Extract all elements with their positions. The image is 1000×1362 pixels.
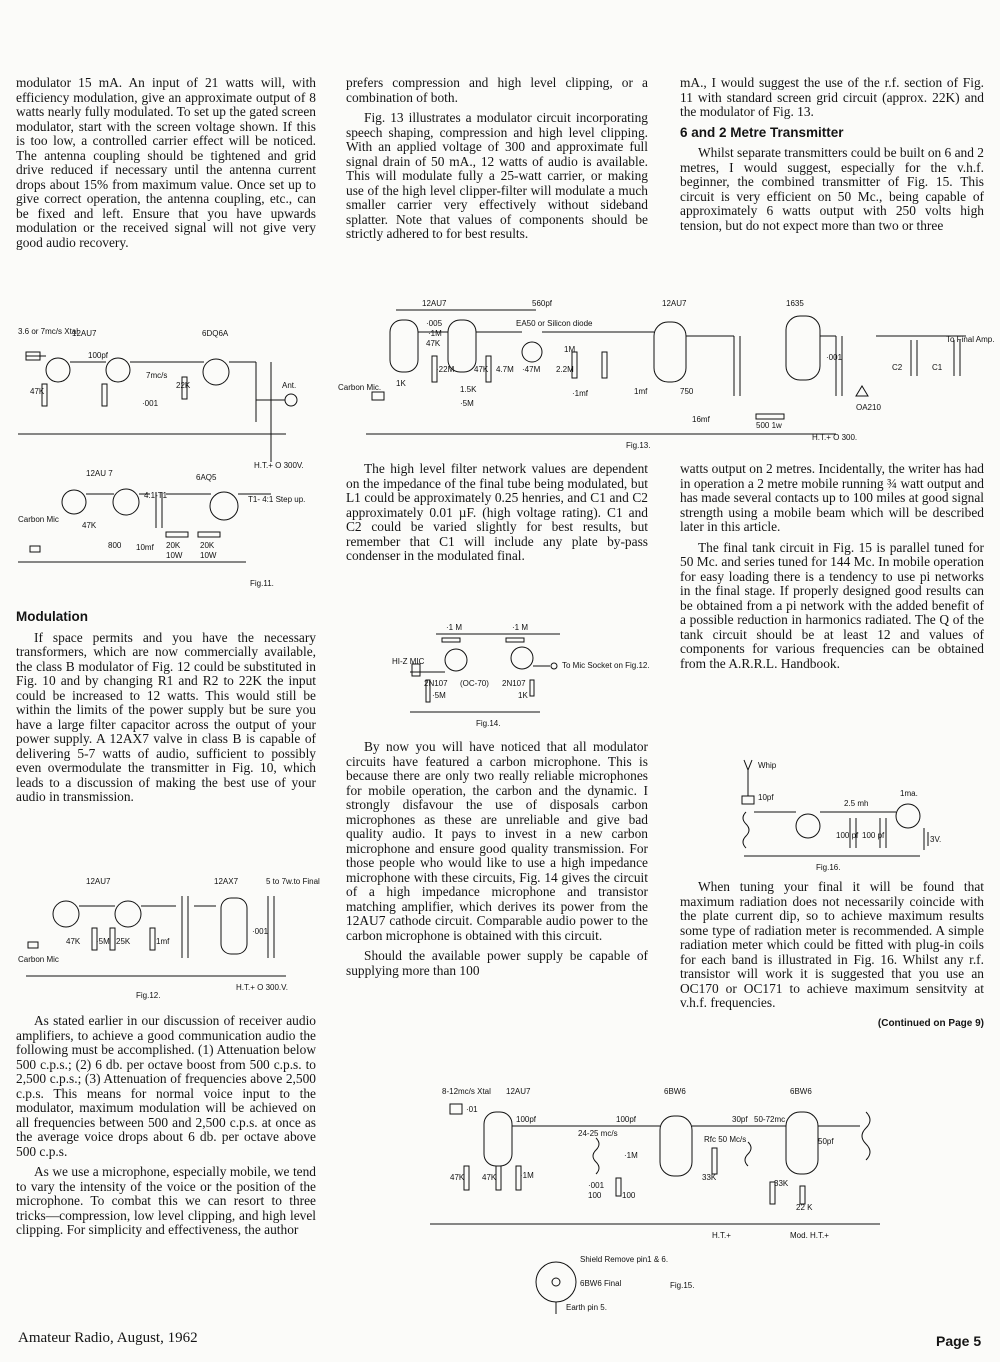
fig13-label-22m: ·22M bbox=[436, 365, 455, 374]
fig11-label-10mf: 10mf bbox=[136, 543, 154, 552]
fig11-label-cap: 100pf bbox=[88, 351, 109, 360]
col1-paragraph-2: If space permits and you have the necessary transformers, which are now commercially available, the class B modulator of Fig. 12 could be substituted in Fig. 10 and by changing R1 and R2 to 22K the input could be increased to 12 watts. This would still be within the limits of the power supply but be sure you have a large filter capacitor across the output of your power supply. A 12AX7 valve in class B is capable of delivering 5-7 watts of audio, sufficient to possibly even overmodulate the transmitter in Fig. 10, which leads to a discussion of making the best use of your audio in transmission. bbox=[16, 629, 316, 804]
fig11-label-r1: 47K bbox=[30, 387, 45, 396]
figure-16 bbox=[730, 756, 950, 874]
fig15-label-modht: Mod. H.T.+ bbox=[790, 1231, 829, 1240]
fig11-label-800: 800 bbox=[108, 541, 122, 550]
col2-paragraph-3: The high level filter network values are dependent on the impedance of the final tube being modulated, but L1 could be approximately 0.25 henries, and C1 and C2 approximately 0.01 µF. (high voltage rating). C1 and C2 could be varied slightly for best results, but remember that C1 will include any plate by-pass condenser in the modulated final. bbox=[346, 461, 648, 563]
fig11-label-ant: Ant. bbox=[282, 381, 297, 390]
fig16-label-100pf-a: 100 pf bbox=[836, 831, 859, 840]
fig13-label-1mf2: 1mf bbox=[634, 387, 648, 396]
fig11-label-22k: 22K bbox=[176, 381, 191, 390]
fig11-label-20k-b: 20K bbox=[200, 541, 215, 550]
fig15-label-100pf-a: 100pf bbox=[516, 1115, 537, 1124]
fig15-label-100-a: 100 bbox=[588, 1191, 602, 1200]
fig13-label-47k: 47K bbox=[426, 339, 441, 348]
fig13-label-750: 750 bbox=[680, 387, 694, 396]
col2-paragraph-4: By now you will have noticed that all modulator circuits have featured a carbon microphone. This is because there are only two really reliable microphones for mobile operation, the carbon and the dynamic. I strongly disfavour the use of disposals carbon microphones as these are unreliable and give bad quality audio. It pays to invest in a new carbon microphone and ensure good quality transmission. For those people who would like to use a high impedance microphone with these circuits, Fig. 14 gives the circuit of a high impedance microphone and transistor matching amplifier, which derives its power from the 12AU7 cathode circuit. Comparable audio power to the carbon microphone is obtained with this circuit. bbox=[346, 739, 648, 943]
fig15-label-rfc: Rfc 50 Mc/s bbox=[704, 1135, 747, 1144]
fig12-label-carbon: Carbon Mic bbox=[18, 955, 59, 964]
fig16-label-3v: 3V. bbox=[930, 835, 942, 844]
fig11-label-tube1: 12AU7 bbox=[72, 329, 97, 338]
fig11-caption: Fig.11. bbox=[250, 579, 274, 588]
fig14-caption: Fig.14. bbox=[476, 719, 501, 728]
fig11-label-001: ·001 bbox=[142, 399, 159, 408]
col3-paragraph-3: watts output on 2 metres. Incidentally, the writer has had in operation a 2 metre mobile running ¾ watt output and has made several contacts up to 100 miles at good signal strength using a mobile beam which will be described later in this article. bbox=[680, 461, 984, 534]
fig14-label-2n107-a: 2N107 bbox=[424, 679, 448, 688]
col2-paragraph-2: Fig. 13 illustrates a modulator circuit incorporating speech shaping, compression and high level clipping. With an applied voltage of 300 and approximate full signal drain of 50 mA., 12 watts of audio is available. This will modulate fully a 25-watt carrier, or making use of the high level clipper-filter will modulate a much smaller carrier very effectively without sideband splatter. Note that values of components should be strictly adhered to for best results. bbox=[346, 110, 648, 241]
fig13-label-tube1: 12AU7 bbox=[422, 299, 447, 308]
figure-12 bbox=[16, 872, 320, 1004]
fig11-label-t1: 4.1-T1 bbox=[144, 491, 168, 500]
fig15-label-100-b: 100 bbox=[622, 1191, 636, 1200]
fig14-label-1m-a: ·1 M bbox=[446, 623, 462, 632]
col1-paragraph-3: As stated earlier in our discussion of receiver audio amplifiers, to achieve a good communication audio the following must be accomplished. (1) Attenuation below 500 c.p.s.; (2) 6 db. per octave boost from 500 c.p.s. to 2,500 c.p.s.; (3) Attenuation of frequencies above 2,500 c.p.s. This means for normal voice input to the modulator, maximum modulation will be achieved on all frequencies between 500 and 2,500 c.p.s. at once as the average voice drops about 6 db. per octave above 500 c.p.s. bbox=[16, 1013, 316, 1159]
column-2-middle bbox=[346, 462, 648, 570]
fig15-label-33k-b: 33K bbox=[774, 1179, 789, 1188]
figure-15 bbox=[420, 1082, 900, 1324]
fig15-label-shield: Shield Remove pin1 & 6. bbox=[580, 1255, 669, 1264]
fig11-label-stepup: T1- 4:1 Step up. bbox=[248, 495, 306, 504]
fig13-label-16mf: 16mf bbox=[692, 415, 710, 424]
fig16-label-10pf: 10pf bbox=[758, 793, 774, 802]
fig13-label-005: ·005 bbox=[426, 319, 443, 328]
fig14-label-2n107-b: 2N107 bbox=[502, 679, 526, 688]
fig11-label-tube2: 6DQ6A bbox=[202, 329, 229, 338]
fig13-label-47m: 4.7M bbox=[496, 365, 514, 374]
fig13-label-carbon: Carbon Mic. bbox=[338, 383, 382, 392]
fig13-label-1mf: ·1mf bbox=[572, 389, 588, 398]
fig12-label-001: ·001 bbox=[252, 927, 269, 936]
footer-page-number: Page 5 bbox=[936, 1333, 982, 1349]
fig12-label-final: 5 to 7w.to Final bbox=[266, 877, 320, 886]
col1-paragraph-1: modulator 15 mA. An input of 21 watts will, with efficiency modulation, give an approximate output of 8 watts nearly fully modulated. To set up the gated screen modulator, start with the screen voltage shown. If this is too low, a controlled carrier effect will be noticed. The antenna coupling should be tightened and grid drive reduced if necessary until the antenna current drops about 15% from maximum value. Once set up to give correct operation, the antenna coupling, etc., can be fixed and left. Ensure that you have upwards modulation or the received signal will not give very good audio recovery. bbox=[16, 75, 316, 250]
column-2-top bbox=[346, 76, 648, 248]
fig15-label-001: ·001 bbox=[588, 1181, 605, 1190]
column-1-bottom bbox=[16, 1014, 316, 1244]
fig14-label-oc70: (OC-70) bbox=[460, 679, 489, 688]
fig16-label-whip: Whip bbox=[758, 761, 777, 770]
fig13-label-tube2: 12AU7 bbox=[662, 299, 687, 308]
fig13-label-ht: H.T.+ O 300. bbox=[812, 433, 858, 442]
fig15-label-xtal: 8-12mc/s Xtal bbox=[442, 1087, 491, 1096]
fig15-label-01: ·01 bbox=[466, 1105, 478, 1114]
col3-paragraph-4: The final tank circuit in Fig. 15 is parallel tuned for 50 Mc. and series tuned for 144 Mc. In mobile operation for easy loading there is a tendency to use pi networks in the final stage. If properly designed good results can be obtained from a pi network with the added benefit of a possible reduction in harmonics radiated. The Q of the tank circuit should be at least 12 and values of components for various frequencies can be obtained from the A.R.R.L. Handbook. bbox=[680, 539, 984, 671]
figure-13 bbox=[336, 296, 995, 456]
fig15-label-47k-b: 47K bbox=[482, 1173, 497, 1182]
column-1 bbox=[16, 76, 316, 256]
fig15-label-33k-a: 33K bbox=[702, 1173, 717, 1182]
fig13-label-047m: ·47M bbox=[522, 365, 541, 374]
fig11-label-10w-b: 10W bbox=[200, 551, 217, 560]
fig11-label-47k: 47K bbox=[82, 521, 97, 530]
fig14-label-socket: To Mic Socket on Fig.12. bbox=[562, 661, 650, 670]
fig12-label-1mf: 1mf bbox=[156, 937, 170, 946]
fig14-label-mic: HI-Z MIC bbox=[392, 657, 425, 666]
fig13-label-c2: C2 bbox=[892, 363, 903, 372]
fig12-caption: Fig.12. bbox=[136, 991, 161, 1000]
fig13-label-1m2: 1M bbox=[564, 345, 576, 354]
fig15-label-ht: H.T.+ bbox=[712, 1231, 731, 1240]
column-3-top bbox=[680, 76, 984, 239]
fig13-label-5m: ·5M bbox=[460, 399, 474, 408]
fig12-label-ht: H.T.+ O 300.V. bbox=[236, 983, 288, 992]
col3-paragraph-1: mA., I would suggest the use of the r.f. section of Fig. 11 with standard screen grid circuit (approx. 22K) and the modulator of Fig. 13. bbox=[680, 75, 984, 119]
fig14-label-1k: 1K bbox=[518, 691, 528, 700]
fig15-label-6bw6-b: 6BW6 bbox=[790, 1087, 812, 1096]
fig13-label-oa210: OA210 bbox=[856, 403, 881, 412]
col3-heading-transmitter: 6 and 2 Metre Transmitter bbox=[680, 124, 844, 140]
fig15-label-47k-a: 47K bbox=[450, 1173, 465, 1182]
fig11-label-12au7: 12AU 7 bbox=[86, 469, 113, 478]
fig15-label-6bw6-a: 6BW6 bbox=[664, 1087, 686, 1096]
fig12-label-5m: ·5M bbox=[96, 937, 110, 946]
fig12-label-12ax7: 12AX7 bbox=[214, 877, 239, 886]
fig15-label-50pf: 50pf bbox=[818, 1137, 834, 1146]
fig13-label-001: ·001 bbox=[826, 353, 843, 362]
fig13-label-c1: C1 bbox=[932, 363, 943, 372]
column-1-lower bbox=[16, 608, 316, 811]
fig15-label-earth: Earth pin 5. bbox=[566, 1303, 607, 1312]
fig13-label-15k: 1.5K bbox=[460, 385, 477, 394]
fig12-label-47k: 47K bbox=[66, 937, 81, 946]
fig13-label-47k2: 47K bbox=[474, 365, 489, 374]
fig14-label-1m-b: ·1 M bbox=[512, 623, 528, 632]
column-2-bottom bbox=[346, 740, 648, 984]
fig13-label-22m2: 2.2M bbox=[556, 365, 574, 374]
col2-paragraph-5: Should the available power supply be capable of supplying more than 100 bbox=[346, 948, 648, 978]
fig16-label-25mh: 2.5 mh bbox=[844, 799, 869, 808]
fig12-label-12au7: 12AU7 bbox=[86, 877, 111, 886]
fig15-label-22k: 22 K bbox=[796, 1203, 813, 1212]
fig15-label-12au7: 12AU7 bbox=[506, 1087, 531, 1096]
col3-paragraph-5: When tuning your final it will be found that maximum radiation does not necessarily coincide with the plate current dip, so to achieve maximum results some type of radiation meter is recommended. A simple radiation meter which could be fitted with plug-in coils for each band is illustrated in Fig. 16. Whilst any r.f. transistor will work it is suggested that you use an OC170 or OC171 to achieve maximum sensitvity at v.h.f. frequencies. bbox=[680, 879, 984, 1010]
fig11-label-7mc: 7mc/s bbox=[146, 371, 168, 380]
fig14-label-5m: ·5M bbox=[432, 691, 446, 700]
figure-14 bbox=[390, 616, 650, 732]
fig11-label-20k-a: 20K bbox=[166, 541, 181, 550]
fig15-label-24mc: 24-25 mc/s bbox=[578, 1129, 618, 1138]
footer-publication: Amateur Radio, August, 1962 bbox=[18, 1330, 198, 1346]
fig13-label-final: To Final Amp. bbox=[946, 335, 995, 344]
col2-paragraph-1: prefers compression and high level clipping, or a combination of both. bbox=[346, 75, 648, 105]
fig16-caption: Fig.16. bbox=[816, 863, 841, 872]
col3-paragraph-2: Whilst separate transmitters could be built on 6 and 2 metres, I would suggest, especially for the v.h.f. beginner, the combined transmitter of Fig. 15. This circuit is very efficient on 50 Mc., being capable of approximately 6 watts output with 250 volts high tension, but do not expect more than two or three bbox=[680, 145, 984, 233]
fig15-label-final: 6BW6 Final bbox=[580, 1279, 622, 1288]
column-3-middle bbox=[680, 462, 984, 677]
fig15-label-50mc: 50-72mc bbox=[754, 1115, 786, 1124]
col1-paragraph-4: As we use a microphone, especially mobile, we tend to vary the intensity of the voice or the position of the microphone. To combat this we can resort to three tricks—compression, low level clipping, and high level clipping. For simplicity and effectiveness, the author bbox=[16, 1164, 316, 1237]
fig13-label-500: 500 1w bbox=[756, 421, 782, 430]
figure-11 bbox=[16, 322, 316, 592]
column-3-bottom bbox=[680, 880, 984, 1031]
col1-heading-modulation: Modulation bbox=[16, 609, 88, 624]
continued-note: (Continued on Page 9) bbox=[877, 1017, 984, 1029]
fig13-label-560pf: 560pf bbox=[532, 299, 553, 308]
fig13-label-1m: ·1M bbox=[428, 329, 442, 338]
fig13-label-1k: 1K bbox=[396, 379, 406, 388]
fig13-caption: Fig.13. bbox=[626, 441, 651, 450]
fig12-label-25k: 25K bbox=[116, 937, 131, 946]
fig11-label-6aq5: 6AQ5 bbox=[196, 473, 217, 482]
fig15-label-1m-b: ·1M bbox=[624, 1151, 638, 1160]
fig16-label-100pf-b: 100 pf bbox=[862, 831, 885, 840]
fig16-label-1ma: 1ma. bbox=[900, 789, 918, 798]
fig15-caption: Fig.15. bbox=[670, 1281, 695, 1290]
fig11-label-10w-a: 10W bbox=[166, 551, 183, 560]
fig15-label-100pf-b: 100pf bbox=[616, 1115, 637, 1124]
fig13-label-diode: EA50 or Silicon diode bbox=[516, 319, 593, 328]
fig11-label-xtal: 3.6 or 7mc/s Xtal bbox=[18, 327, 79, 336]
fig11-label-ht: H.T.+ O 300V. bbox=[254, 461, 304, 470]
fig15-label-1m: ·1M bbox=[520, 1171, 534, 1180]
fig11-label-carbon: Carbon Mic bbox=[18, 515, 59, 524]
fig15-label-30pf: 30pf bbox=[732, 1115, 748, 1124]
fig13-label-1635: 1635 bbox=[786, 299, 804, 308]
